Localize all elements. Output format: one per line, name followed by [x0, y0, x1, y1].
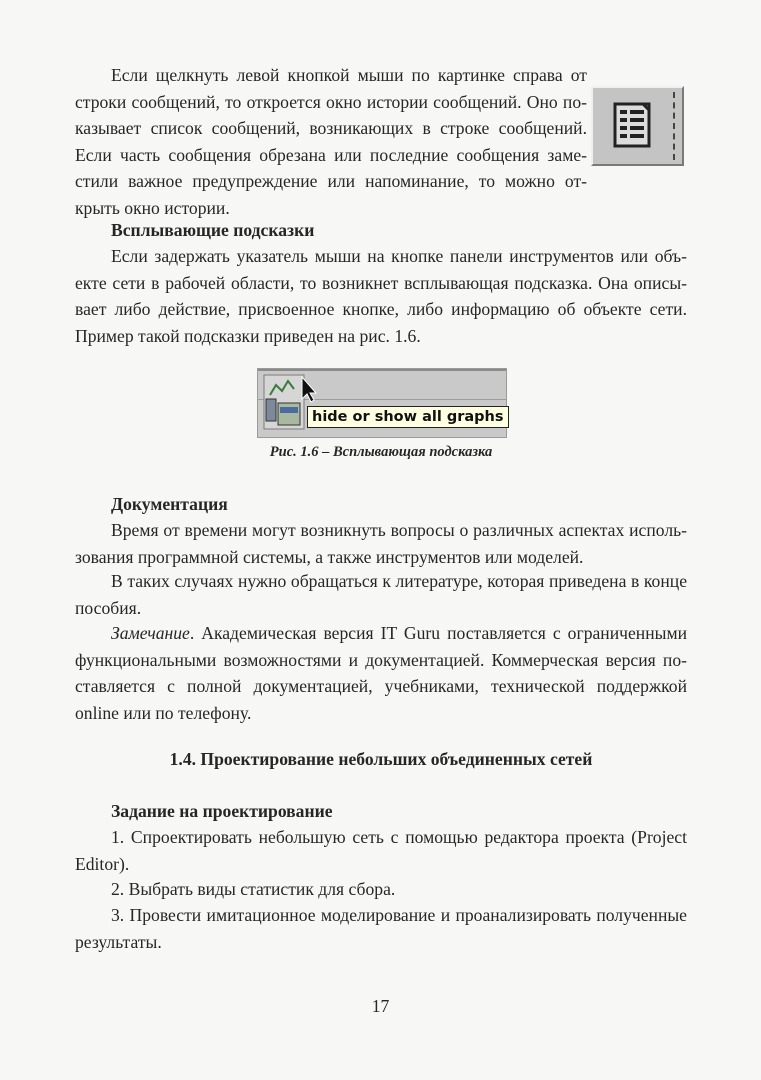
- text-line: 1. Спроектировать небольшую сеть с помощью редактора проекта (Project: [111, 827, 687, 847]
- text-line: стили важное предупреждение или напоминание, то можно от-: [75, 171, 587, 191]
- text-line: казывает список сообщений, возникающих в строке сообщений.: [75, 118, 587, 138]
- text-line: online или по телефону.: [75, 702, 252, 723]
- text-line: Если щелкнуть левой кнопкой мыши по картинке справа от: [111, 65, 587, 85]
- text-line: Время от времени могут возникнуть вопросы о различных аспектах исполь-: [111, 520, 687, 540]
- docs-paragraph-2: [75, 568, 687, 621]
- text-line: Замечание. Академическая версия IT Guru поставляется с ограниченными: [111, 623, 687, 643]
- text-line: 3. Провести имитационное моделирование и проанализировать полученные: [111, 905, 687, 925]
- tooltips-heading: Всплывающие подсказки: [111, 220, 315, 240]
- document-list-icon: [593, 88, 682, 164]
- text-line: функциональными возможностями и документацией. Коммерческая версия по-: [75, 649, 687, 670]
- text-line: Пример такой подсказки приведен на рис. 1.6.: [75, 325, 421, 346]
- figure-tooltip-example: [257, 368, 507, 438]
- text-line: Editor).: [75, 853, 130, 874]
- figure-caption: Рис. 1.6 – Всплывающая подсказка: [269, 444, 493, 460]
- text-line: Если часть сообщения обрезана или последние сообщения заме-: [75, 144, 587, 165]
- docs-paragraph-1: [75, 517, 687, 570]
- section-title: 1.4. Проектирование небольших объединенных сетей: [169, 749, 593, 769]
- intro-paragraph: [75, 62, 587, 221]
- text-line: строки сообщений, то откроется окно истории сообщений. Оно по-: [75, 91, 587, 112]
- tooltips-paragraph: [75, 243, 687, 349]
- text-line: зования программной системы, а также инструментов или моделей.: [75, 546, 584, 567]
- text-line: Если задержать указатель мыши на кнопке панели инструментов или объ-: [111, 246, 687, 266]
- task-item-1: [75, 824, 687, 877]
- task-heading: Задание на проектирование: [111, 801, 333, 821]
- docs-heading: Документация: [111, 494, 228, 514]
- task-item-2: 2. Выбрать виды статистик для сбора.: [111, 879, 396, 899]
- page-number: 17: [371, 996, 390, 1016]
- text-line: пособия.: [75, 597, 142, 618]
- note-paragraph: [75, 620, 687, 726]
- task-item-3: [75, 902, 687, 955]
- text-line: результаты.: [75, 931, 162, 952]
- message-history-icon: [591, 86, 684, 166]
- text-line: В таких случаях нужно обращаться к литературе, которая приведена в конце: [111, 571, 687, 591]
- text-line: екте сети в рабочей области, то возникнет всплывающая подсказка. Она описы-: [75, 272, 687, 293]
- text-line: крыть окно истории.: [75, 197, 230, 218]
- text-line: ставляется с полной документацией, учебниками, технической поддержкой: [75, 676, 687, 696]
- text-line: вает либо действие, присвоенное кнопке, либо информацию об объекте сети.: [75, 299, 687, 319]
- tooltip-popup: hide or show all graphs: [307, 406, 509, 428]
- note-label: Замечание: [111, 623, 190, 643]
